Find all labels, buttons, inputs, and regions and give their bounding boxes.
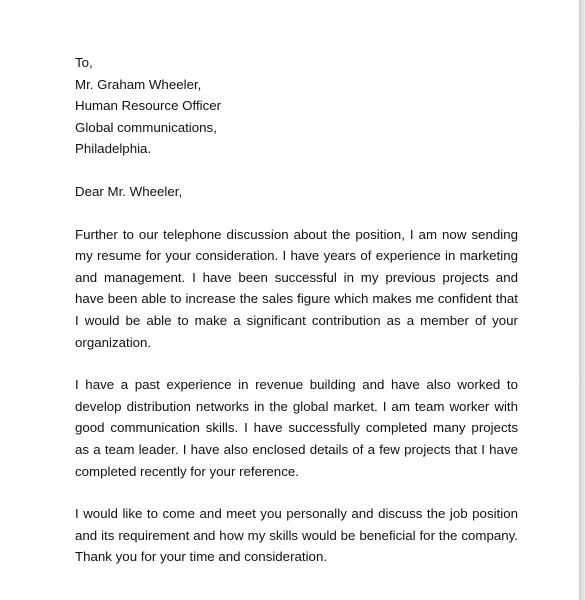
address-line-company: Global communications, [75,119,217,135]
address-line-to: To, [75,55,93,70]
address-line-name: Mr. Graham Wheeler, [75,76,202,92]
address-line-title: Human Resource Officer [75,98,222,114]
paragraph-experience: I have a past experience in revenue building and have also worked to develop distribution networks in the global market. I am team worker with good communication skills. I have successfully completed many projects as a team leader. I have also enclosed details of a few projects that I have completed recently for your reference. [75,377,518,479]
paragraph-closing: I would like to come and meet you personally and discuss the job position and its requirement and how my skills would be beneficial for the company. Thank you for your time and consideration. [75,506,518,565]
page-edge-shadow [579,0,585,600]
paragraph-intro: Further to our telephone discussion about the position, I am now sending my resume for your consideration. I have years of experience in marketing and management. I have been successful in my previous projects and have been able to increase the sales figure which makes me confident that I would be able to make a significant contribution as a member of your organization. [75,226,518,350]
address-line-city: Philadelphia. [75,141,152,157]
letter-body [75,52,518,568]
salutation: Dear Mr. Wheeler, [75,183,183,199]
recipient-address [75,52,518,160]
